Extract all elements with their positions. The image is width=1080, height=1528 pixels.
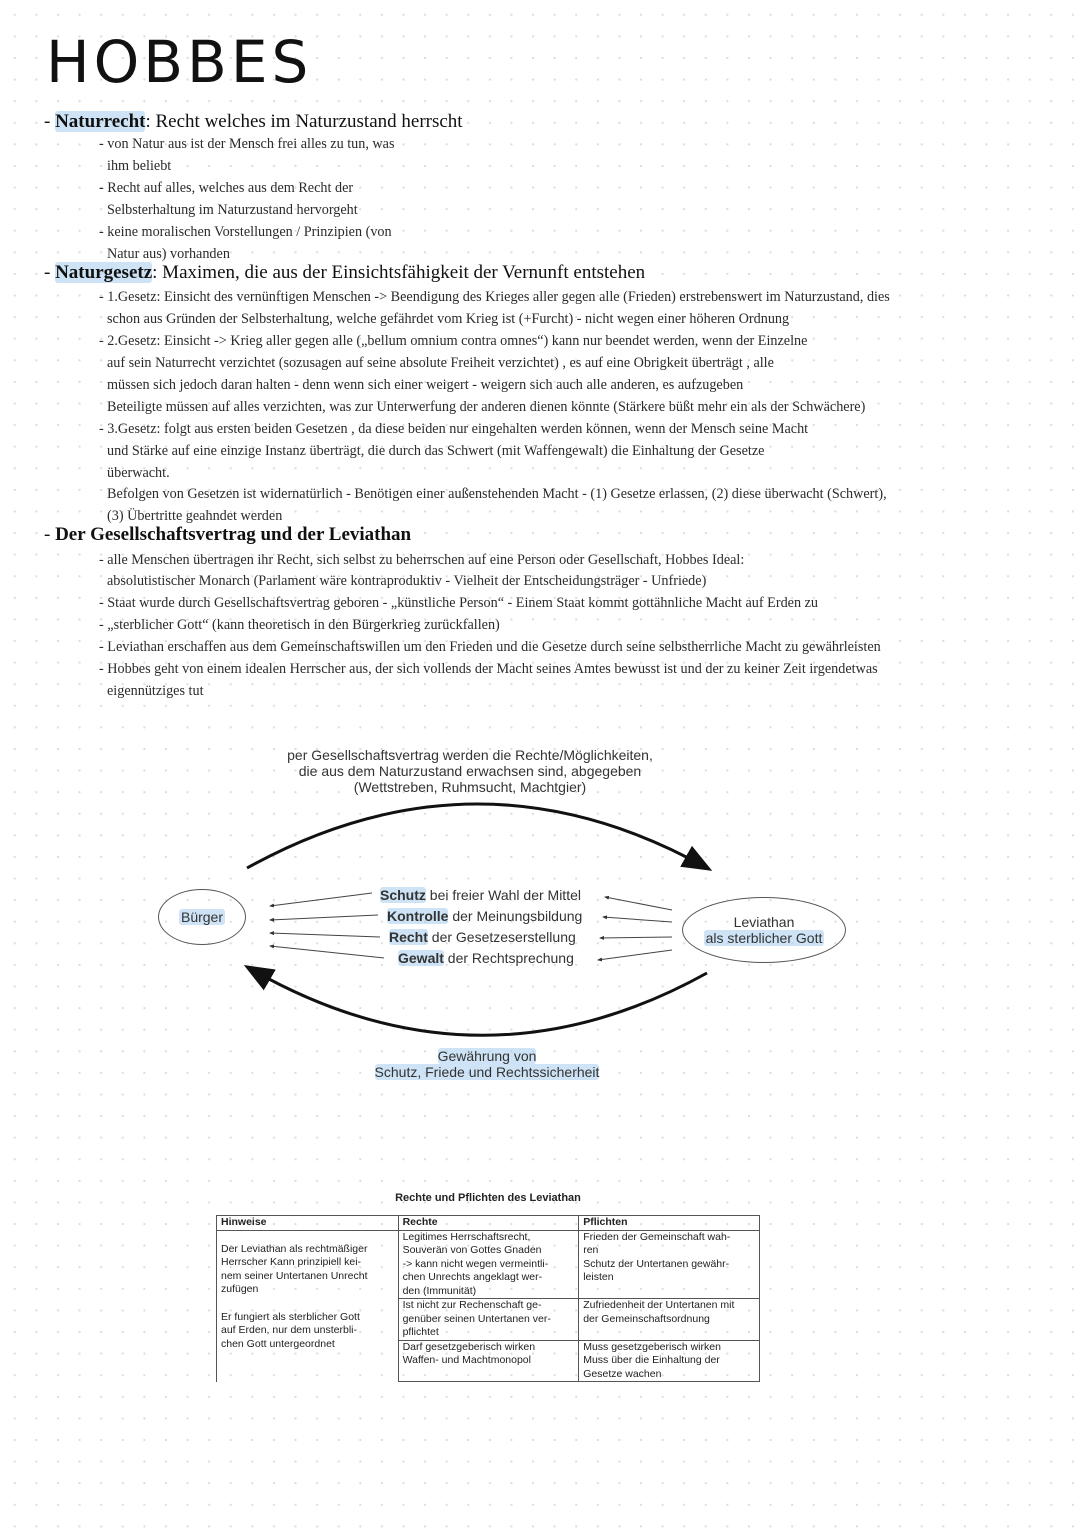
hinweis-line: Der Leviathan als rechtmäßiger: [221, 1242, 368, 1255]
diagram-top-line: die aus dem Naturzustand erwachsen sind, abgegeben: [298, 763, 642, 779]
item-bold: Recht: [389, 929, 428, 945]
cell-line: Darf gesetzgeberisch wirken: [402, 1340, 536, 1353]
diagram-top-line: (Wettstreben, Ruhmsucht, Machtgier): [353, 779, 587, 795]
node-buerger: [158, 889, 246, 945]
cell-line: leisten: [583, 1271, 614, 1283]
table-row: [217, 1230, 760, 1299]
text-line: schon aus Gründen der Selbsterhaltung, welche gefährdet vom Krieg ist (+Furcht) - nicht wegen einer höheren Ordnung: [107, 311, 790, 327]
hinweis-line: chen Gott untergeordnet: [221, 1337, 335, 1350]
cell-line: Zufriedenheit der Untertanen mit: [583, 1299, 735, 1311]
text-line: - alle Menschen übertragen ihr Recht, sich selbst zu beherrschen auf eine Person oder Gesellschaft, Hobbes Ideal:: [99, 552, 745, 568]
rechte-cell: [398, 1299, 579, 1341]
hinweis-line: Herrscher Kann prinzipiell kei-: [221, 1256, 362, 1268]
text-line: und Stärke auf eine einzige Instanz überträgt, die durch das Schwert (mit Waffengewalt) die Einhaltung der Gesetze: [107, 443, 765, 459]
item-rest: der Rechtsprechung: [443, 950, 574, 966]
table-header: Rechte: [398, 1216, 579, 1231]
item-rest: der Meinungsbildung: [448, 908, 583, 924]
text-line: - von Natur aus ist der Mensch frei alles zu tun, was: [99, 136, 395, 152]
text-line: auf sein Naturrecht verzichtet (sozusagen auf seine absolute Freiheit verzichtet) , es auf eine Obrigkeit überträgt , alle: [107, 355, 774, 371]
text-line: - „sterblicher Gott“ (kann theoretisch in den Bürgerkrieg zurückfallen): [99, 617, 500, 633]
diagram-item: [398, 950, 574, 966]
cell-line: Muss gesetzgeberisch wirken: [583, 1340, 721, 1353]
cell-line: pflichtet: [402, 1326, 439, 1338]
hinweis-line: Er fungiert als sterblicher Gott: [221, 1310, 360, 1323]
text-line: Beteiligte müssen auf alles verzichten, was zur Unterwerfung der anderen dienen könnte (Stärkere büßt mehr ein als der Schwächere): [107, 399, 866, 415]
diagram-bottom-line: Gewährung von: [437, 1048, 537, 1064]
cell-line: genüber seinen Untertanen ver-: [402, 1312, 551, 1325]
heading-dash: -: [44, 524, 56, 545]
table-title: Rechte und Pflichten des Leviathan: [395, 1192, 581, 1204]
cell-line: ren: [583, 1244, 599, 1256]
cell-line: Ist nicht zur Rechenschaft ge-: [402, 1299, 542, 1311]
diagram-item: [380, 887, 581, 903]
text-line: ihm beliebt: [107, 158, 172, 174]
text-line: - 3.Gesetz: folgt aus ersten beiden Gesetzen , da diese beiden nur eingehalten werden können, wenn der Mensch seine Macht: [99, 421, 809, 437]
cell-line: Frieden der Gemeinschaft wah-: [583, 1230, 731, 1243]
text-line: absolutistischer Monarch (Parlament wäre kontraproduktiv - Vielheit der Entscheidungsträger - Unfriede): [107, 573, 707, 589]
text-line: Natur aus) vorhanden: [107, 246, 230, 262]
text-line: Selbsterhaltung im Naturzustand hervorgeht: [107, 202, 358, 218]
hinweise-cell: [217, 1230, 399, 1382]
text-line: - Leviathan erschaffen aus dem Gemeinschaftswillen um den Frieden und die Gesetze durch seine selbstherrliche Macht zu gewährleisten: [99, 639, 881, 655]
text-line: - 2.Gesetz: Einsicht -> Krieg aller gegen alle („bellum omnium contra omnes“) kann nur beendet werden, wenn der Einzelne: [99, 333, 808, 349]
node-buerger-label: Bürger: [180, 909, 224, 925]
text-line: - Recht auf alles, welches aus dem Recht der: [99, 180, 354, 196]
heading-dash: -: [44, 262, 56, 283]
pflichten-cell: [579, 1299, 760, 1341]
item-bold: Gewalt: [398, 950, 444, 966]
rights-duties-table: [216, 1215, 760, 1382]
node-leviathan: [682, 897, 846, 963]
heading-term: Naturrecht: [55, 111, 146, 132]
cell-line: der Gemeinschaftsordnung: [583, 1312, 710, 1325]
table-header: Pflichten: [579, 1216, 760, 1231]
text-line: - Staat wurde durch Gesellschaftsvertrag geboren - „künstliche Person“ - Einem Staat kommt gottähnliche Macht auf Erden zu: [99, 595, 818, 611]
text-line: eigennütziges tut: [107, 683, 204, 699]
heading-term: Naturgesetz: [55, 262, 153, 283]
cell-line: Souverän von Gottes Gnaden: [402, 1244, 542, 1256]
hinweis-line: zufügen: [221, 1283, 259, 1295]
lower-arc-arrow: [249, 968, 707, 1035]
text-line: - 1.Gesetz: Einsicht des vernünftigen Menschen -> Beendigung des Krieges aller gegen alle (Frieden) erstrebenswert im Naturzustand, dies: [99, 289, 890, 305]
diagram-item: [387, 908, 582, 924]
hinweis-line: nem seiner Untertanen Unrecht: [221, 1269, 368, 1282]
cell-line: Muss über die Einhaltung der: [583, 1354, 720, 1366]
rechte-cell: [398, 1230, 579, 1299]
text-line: - Hobbes geht von einem idealen Herrscher aus, der sich vollends der Macht seines Amtes bewusst ist und der zu keiner Zeit irgendetwas: [99, 661, 878, 677]
cell-line: Schutz der Untertanen gewähr-: [583, 1257, 730, 1270]
cell-line: Legitimes Herrschaftsrecht,: [402, 1230, 531, 1243]
text-line: - keine moralischen Vorstellungen / Prinzipien (von: [99, 224, 392, 240]
diagram-item: [389, 929, 576, 945]
heading-term: Der Gesellschaftsvertrag und der Leviathan: [55, 524, 412, 545]
cell-line: -> kann nicht wegen vermeintli-: [402, 1257, 549, 1270]
item-bold: Kontrolle: [387, 908, 449, 924]
upper-arc-arrow: [247, 804, 707, 868]
cell-line: Waffen- und Machtmonopol: [402, 1354, 531, 1366]
diagram-top-line: per Gesellschaftsvertrag werden die Rechte/Möglichkeiten,: [287, 747, 653, 763]
text-line: überwacht.: [107, 465, 170, 481]
heading-rest: : Recht welches im Naturzustand herrscht: [145, 111, 463, 132]
pflichten-cell: [579, 1230, 760, 1299]
item-rest: der Gesetzeserstellung: [427, 929, 576, 945]
item-bold: Schutz: [380, 887, 426, 903]
page-title: HOBBES: [46, 28, 313, 96]
rechte-cell: [398, 1340, 579, 1382]
cell-line: den (Immunität): [402, 1284, 477, 1297]
heading-rest: : Maximen, die aus der Einsichtsfähigkeit der Vernunft entstehen: [152, 262, 646, 283]
heading-dash: -: [44, 111, 56, 132]
node-leviathan-sublabel: als sterblicher Gott: [705, 930, 823, 946]
diagram-bottom-line: Schutz, Friede und Rechtssicherheit: [374, 1064, 600, 1080]
hinweis-line: auf Erden, nur dem unsterbli-: [221, 1324, 357, 1336]
item-rest: bei freier Wahl der Mittel: [425, 887, 581, 903]
table-header: Hinweise: [217, 1216, 399, 1231]
text-line: Befolgen von Gesetzen ist widernatürlich - Benötigen einer außenstehenden Macht - (1) Gesetze erlassen, (2) diese überwacht (Schwert),: [107, 486, 887, 502]
diagram-bottom-text: [330, 1048, 644, 1080]
cell-line: chen Unrechts angeklagt wer-: [402, 1271, 543, 1283]
text-line: (3) Übertritte geahndet werden: [107, 508, 283, 524]
table-header-row: [217, 1216, 760, 1231]
text-line: müssen sich jedoch daran halten - denn wenn sich einer weigert - weigern sich auch alle anderen, es aufzugeben: [107, 377, 744, 393]
node-leviathan-label: Leviathan: [733, 914, 795, 930]
cell-line: Gesetze wachen: [583, 1367, 662, 1380]
pflichten-cell: [579, 1340, 760, 1382]
